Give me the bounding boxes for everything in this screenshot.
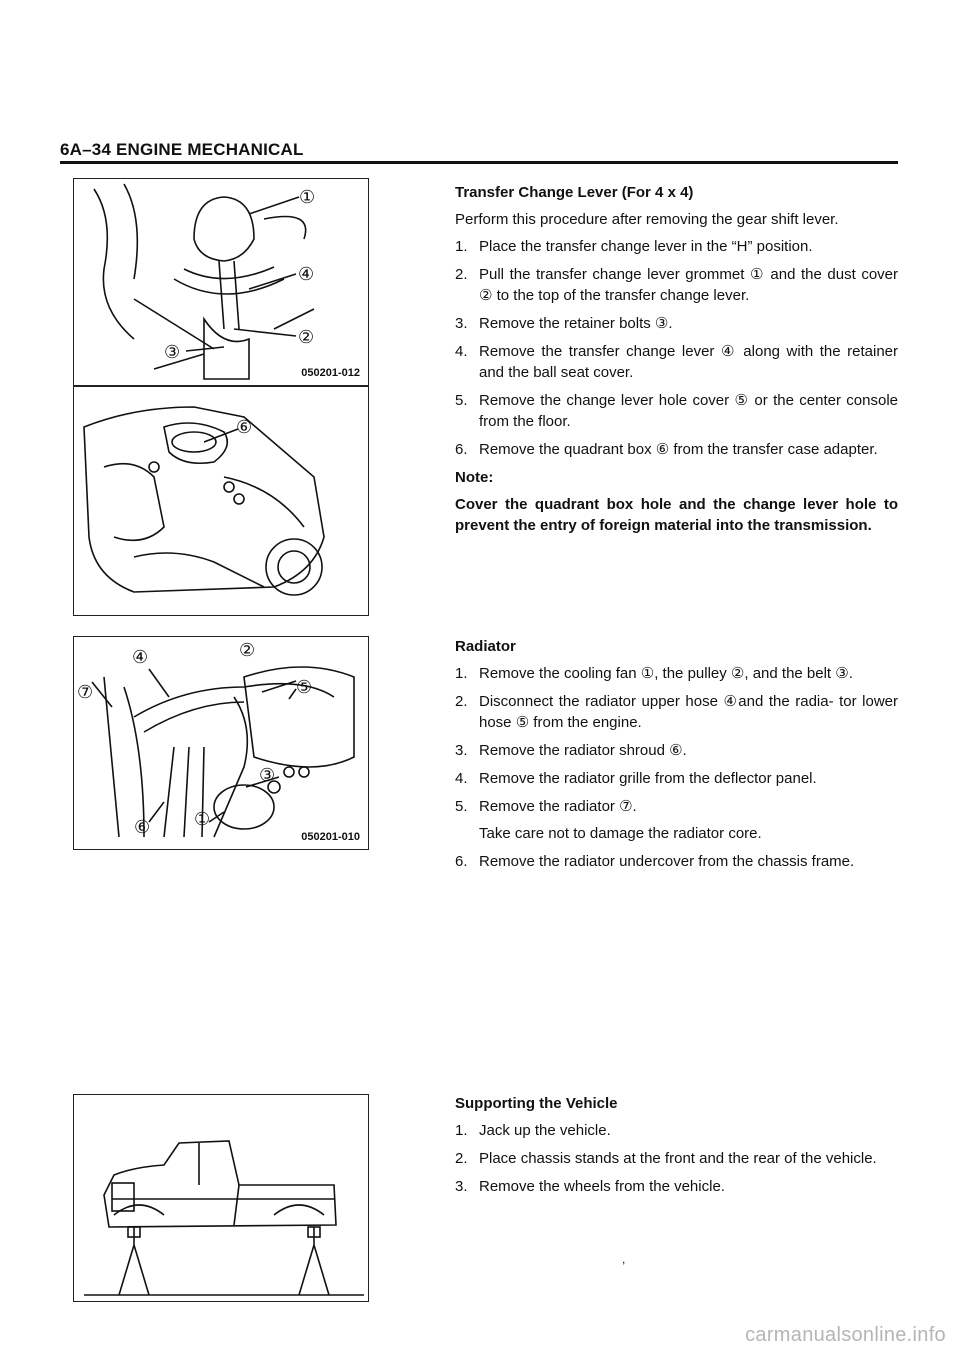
step-text: Place chassis stands at the front and the rear of the vehicle. — [479, 1150, 877, 1167]
step-item — [455, 313, 898, 334]
step-number: 3. — [455, 1178, 468, 1195]
figure-quadrant-box — [73, 386, 369, 616]
step-item — [455, 691, 898, 733]
step-item — [455, 851, 898, 872]
steps-list — [455, 663, 898, 872]
callout-1: ① — [299, 187, 316, 207]
watermark: carmanualsonline.info — [745, 1324, 946, 1346]
step-item — [455, 1120, 898, 1141]
step-text: Jack up the vehicle. — [479, 1122, 611, 1139]
figure-code: 050201-010 — [301, 831, 360, 843]
figure-vehicle-support — [73, 1094, 369, 1302]
section-title: Radiator — [455, 638, 516, 655]
step-number: 2. — [455, 693, 468, 710]
note-label: Note: — [455, 469, 494, 486]
step-item — [455, 663, 898, 684]
step-text: Disconnect the radiator upper hose ④and the radia- tor lower hose ⑤ from the engine. — [479, 693, 898, 731]
page-header: 6A–34 ENGINE MECHANICAL — [60, 140, 304, 159]
step-text: Remove the wheels from the vehicle. — [479, 1178, 725, 1195]
step-item — [455, 1148, 898, 1169]
callout-5: ⑤ — [296, 677, 313, 697]
step-number: 1. — [455, 665, 468, 682]
vehicle-on-stands-illustration — [74, 1095, 369, 1302]
step-number: 5. — [455, 392, 468, 409]
step-number: 6. — [455, 441, 468, 458]
callout-2: ② — [298, 327, 315, 347]
transfer-lever-illustration — [74, 179, 369, 386]
step-number: 2. — [455, 1150, 468, 1167]
step-text: Remove the radiator undercover from the chassis frame. — [479, 853, 855, 870]
callout-2: ② — [239, 640, 256, 660]
step-text: Remove the radiator ⑦. — [479, 798, 637, 815]
step-item — [455, 768, 898, 789]
step-number: 1. — [455, 238, 468, 255]
step-number: 3. — [455, 315, 468, 332]
callout-3: ③ — [164, 342, 181, 362]
step-item — [455, 740, 898, 761]
section-title: Supporting the Vehicle — [455, 1095, 618, 1112]
step-item — [455, 341, 898, 383]
stray-mark: , — [622, 1252, 626, 1266]
step-item — [455, 796, 898, 844]
step-text: Remove the change lever hole cover ⑤ or the center console from the floor. — [479, 392, 898, 430]
step-text: Pull the transfer change lever grommet ① and the dust cover ② to the top of the transfer change lever. — [479, 266, 898, 304]
callout-4: ④ — [132, 647, 149, 667]
step-item — [455, 236, 898, 257]
step-number: 1. — [455, 1122, 468, 1139]
step-text: Remove the transfer change lever ④ along with the retainer and the ball seat cover. — [479, 343, 898, 381]
step-number: 3. — [455, 742, 468, 759]
callout-4: ④ — [298, 264, 315, 284]
step-item — [455, 1176, 898, 1197]
step-item — [455, 390, 898, 432]
callout-6: ⑥ — [236, 417, 253, 437]
section-title: Transfer Change Lever (For 4 x 4) — [455, 184, 694, 201]
step-number: 4. — [455, 343, 468, 360]
quadrant-box-illustration — [74, 387, 369, 616]
section-supporting-vehicle — [455, 1093, 898, 1204]
radiator-illustration — [74, 637, 369, 850]
callout-6: ⑥ — [134, 817, 151, 837]
step-number: 6. — [455, 853, 468, 870]
callout-1: ① — [194, 809, 211, 829]
figure-code: 050201-012 — [301, 367, 360, 379]
figure-radiator — [73, 636, 369, 850]
step-item — [455, 439, 898, 460]
callout-3: ③ — [259, 765, 276, 785]
step-item — [455, 264, 898, 306]
step-text: Remove the retainer bolts ③. — [479, 315, 673, 332]
figure-transfer-lever — [73, 178, 369, 386]
header-rule — [60, 161, 898, 164]
section-radiator — [455, 636, 898, 879]
step-text: Remove the cooling fan ①, the pulley ②, and the belt ③. — [479, 665, 853, 682]
step-text: Remove the quadrant box ⑥ from the transfer case adapter. — [479, 441, 878, 458]
note-text: Cover the quadrant box hole and the change lever hole to prevent the entry of foreign material into the transmission. — [455, 496, 898, 534]
intro-text: Perform this procedure after removing the gear shift lever. — [455, 211, 839, 228]
step-number: 2. — [455, 266, 468, 283]
section-transfer-change-lever — [455, 182, 898, 536]
steps-list — [455, 236, 898, 460]
step-text: Remove the radiator grille from the deflector panel. — [479, 770, 817, 787]
steps-list — [455, 1120, 898, 1197]
step-text: Remove the radiator shroud ⑥. — [479, 742, 687, 759]
step-number: 4. — [455, 770, 468, 787]
step-subtext: Take care not to damage the radiator core. — [479, 825, 762, 842]
step-text: Place the transfer change lever in the “H” position. — [479, 238, 813, 255]
step-number: 5. — [455, 798, 468, 815]
callout-7: ⑦ — [77, 682, 94, 702]
